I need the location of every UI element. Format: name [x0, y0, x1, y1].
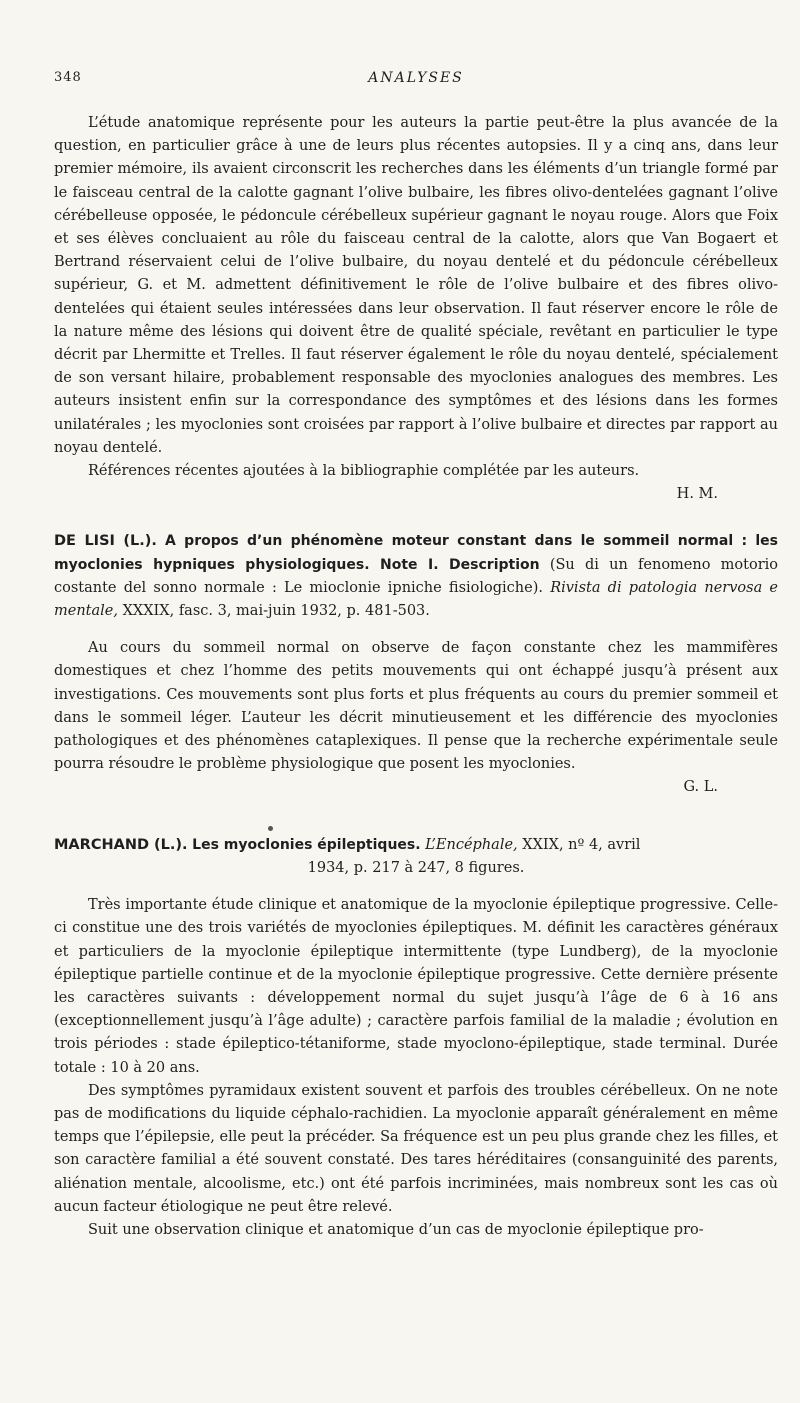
entry-heading — [54, 834, 778, 880]
entry-journal: L’Encéphale, — [425, 836, 518, 853]
review-entry-de-lisi — [54, 530, 778, 799]
entry-heading — [54, 530, 778, 623]
body-paragraph: Très importante étude clinique et anatomique de la myoclonie épileptique progressive. Celle-ci constitue une des trois variétés de myoclonies épileptiques. M. définit les caractères généraux et particuliers de la myoclonie épileptique intermittente (type Lundberg), de la myoclonie épileptique partielle continue et de la myoclonie épileptique progressive. Cette dernière présente les caractères suivants : développement normal du sujet jusqu’à l’âge de 6 à 16 ans (exceptionnellement jusqu’à l’âge adulte) ; caractère parfois familial de la maladie ; évolution en trois périodes : stade épileptico-tétaniforme, stade myoclono-épileptique, stade terminal. Durée totale : 10 à 20 ans. — [54, 897, 778, 1076]
entry-author: MARCHAND (L.). — [54, 836, 188, 853]
body-paragraph: L’étude anatomique représente pour les auteurs la partie peut-être la plus avancée de la question, en particulier grâce à une de leurs plus récentes autopsies. Il y a cinq ans, dans leur premier mémoire, ils avaient circonscrit les recherches dans les éléments d’un triangle formé par le faisceau central de la calotte gagnant l’olive bulbaire, les fibres olivo-dentelées gagnant l’olive cérébelleuse opposée, le pédoncule cérébelleux supérieur gagnant le noyau rouge. Alors que Foix et ses élèves concluaient au rôle du faisceau central de la calotte, alors que Van Bogaert et Bertrand réservaient celui de l’olive bulbaire, du noyau dentelé et du pédoncule cérébelleux supérieur, G. et M. admettent définitivement le rôle de l’olive bulbaire et des fibres olivo-dentelées qui étaient seules intéressées dans leur observation. Il faut réserver encore le rôle de la nature même des lésions qui doivent être de qualité spéciale, revêtant en particulier le type décrit par Lhermitte et Trelles. Il faut réserver également le rôle du noyau dentelé, spécialement de son versant hilaire, probablement responsable des myoclonies analogues des membres. Les auteurs insistent enfin sur la correspondance des symptômes et des lésions dans les formes unilatérales ; les myoclonies sont croisées par rapport à l’olive bulbaire et directes par rapport au noyau dentelé. — [54, 115, 778, 456]
entry-author: DE LISI (L.). — [54, 533, 157, 550]
entry-original-title: (Su di un fenomeno motorio costante del sonno normale : Le mioclonie ipniche fisiologiche). — [54, 556, 779, 596]
body-paragraph: Références récentes ajoutées à la bibliographie complétée par les auteurs. — [88, 463, 640, 480]
review-entry-marchand — [54, 834, 778, 1242]
entry-journal: Rivista di patologia nervosa e mentale, — [54, 579, 779, 620]
body-paragraph: Au cours du sommeil normal on observe de façon constante chez les mammifères domestiques et chez l’homme des petits mouvements qui ont échappé jusqu’à présent aux investigations. Ces mouvements sont plus forts et plus fréquents au cours du premier sommeil et dans le sommeil léger. L’auteur les décrit minutieusement et les différencie des myoclonies pathologiques et des phénomènes cataplexiques. Il pense que la recherche expérimentale seule pourra résoudre le problème physiologique que posent les myoclonies. — [54, 640, 778, 773]
page-header — [54, 70, 778, 94]
body-paragraph: Des symptômes pyramidaux existent souvent et parfois des troubles cérébelleux. On ne note pas de modifications du liquide céphalo-rachidien. La myoclonie apparaît généralement en même temps que l’épilepsie, elle peut la précéder. Sa fréquence est un peu plus grande chez les filles, et son caractère familial a été souvent constaté. Des tares héréditaires (consanguinité des parents, aliénation mentale, alcoolisme, etc.) ont été parfois incriminées, mais nombreux sont les cas où aucun facteur étiologique ne peut être relevé. — [54, 1082, 778, 1215]
review-continued — [54, 112, 778, 506]
entry-citation-continued: 1934, p. 217 à 247, 8 figures. — [307, 859, 525, 876]
reviewer-signature: H. M. — [676, 486, 718, 503]
ink-dot-mark — [268, 826, 273, 831]
entry-citation: XXIX, nº 4, avril — [522, 836, 641, 853]
entry-title: A propos d’un phénomène moteur constant dans le sommeil normal : les myoclonies hypniques physiologiques. Note I. Description — [54, 533, 779, 573]
page-number: 348 — [54, 70, 82, 85]
body-paragraph: Suit une observation clinique et anatomique d’un cas de myoclonie épileptique pro- — [88, 1221, 704, 1238]
entry-title: Les myoclonies épileptiques. — [192, 836, 421, 853]
reviewer-signature: G. L. — [683, 779, 718, 796]
entry-citation: XXXIX, fasc. 3, mai-juin 1932, p. 481-503. — [122, 603, 430, 620]
running-title: ANALYSES — [368, 70, 464, 86]
